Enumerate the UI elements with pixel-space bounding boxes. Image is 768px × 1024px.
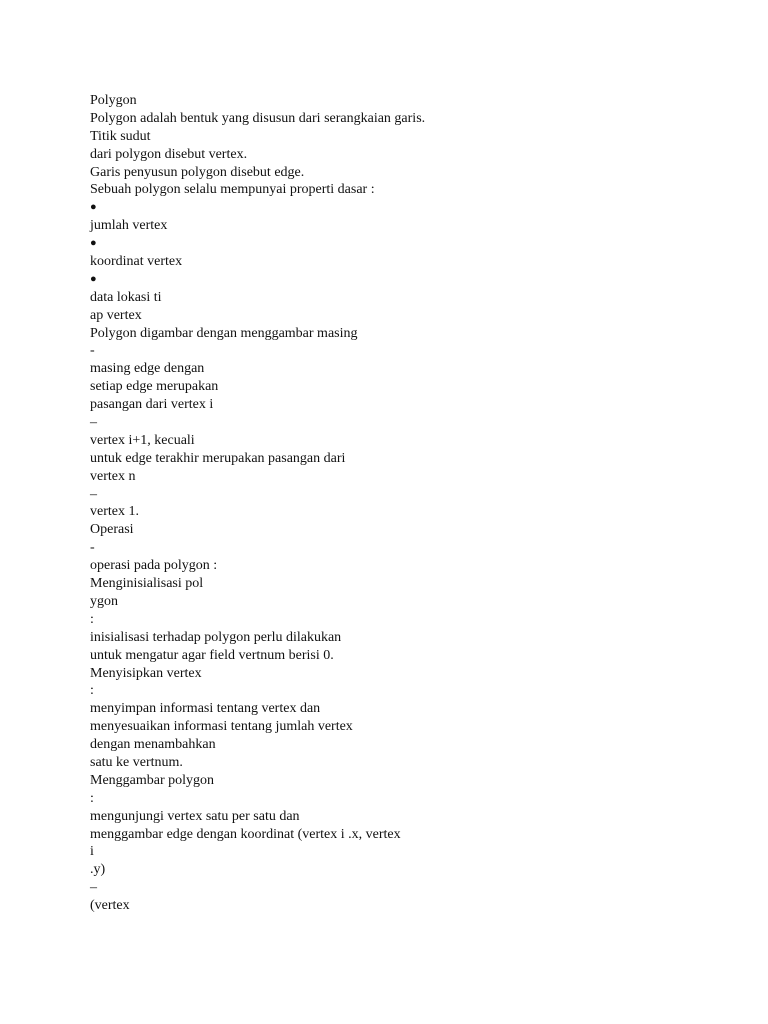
text-line: untuk edge terakhir merupakan pasangan dari bbox=[90, 450, 346, 466]
text-line: mengunjungi vertex satu per satu dan bbox=[90, 808, 300, 824]
text-line: inisialisasi terhadap polygon perlu dilakukan bbox=[90, 629, 342, 645]
document-body bbox=[90, 92, 730, 915]
text-line: masing edge dengan bbox=[90, 361, 205, 377]
text-line: operasi pada polygon : bbox=[90, 558, 218, 574]
text-line: data lokasi ti bbox=[90, 289, 162, 305]
text-line: menggambar edge dengan koordinat (vertex i .x, vertex bbox=[90, 826, 401, 842]
text-line: untuk mengatur agar field vertnum berisi 0. bbox=[90, 647, 334, 663]
text-line: : bbox=[90, 683, 94, 699]
text-line: pasangan dari vertex i bbox=[90, 397, 214, 413]
text-line: menyimpan informasi tentang vertex dan bbox=[90, 701, 321, 717]
text-line: : bbox=[90, 611, 94, 627]
text-line: Garis penyusun polygon disebut edge. bbox=[90, 164, 305, 180]
text-line: satu ke vertnum. bbox=[90, 754, 183, 770]
text-line: (vertex bbox=[90, 898, 130, 914]
text-line: vertex n bbox=[90, 468, 136, 484]
text-line: - bbox=[90, 343, 95, 359]
text-line: ygon bbox=[90, 593, 118, 609]
text-line: – bbox=[90, 415, 97, 431]
text-line: vertex i+1, kecuali bbox=[90, 432, 195, 448]
text-line: Operasi bbox=[90, 522, 134, 538]
text-line: jumlah vertex bbox=[90, 218, 168, 234]
text-line: ap vertex bbox=[90, 307, 142, 323]
text-line: : bbox=[90, 790, 94, 806]
text-line: koordinat vertex bbox=[90, 254, 183, 270]
text-line: vertex 1. bbox=[90, 504, 139, 520]
text-line: menyesuaikan informasi tentang jumlah vertex bbox=[90, 719, 353, 735]
text-line: setiap edge merupakan bbox=[90, 379, 219, 395]
text-line: – bbox=[90, 880, 97, 896]
text-line: - bbox=[90, 540, 95, 556]
text-line: Menggambar polygon bbox=[90, 772, 215, 788]
text-line: Polygon adalah bentuk yang disusun dari serangkaian garis. bbox=[90, 110, 426, 126]
bullet-marker: ● bbox=[90, 201, 97, 214]
text-line: Titik sudut bbox=[90, 128, 151, 144]
text-line: Polygon digambar dengan menggambar masing bbox=[90, 325, 358, 341]
text-line: Menyisipkan vertex bbox=[90, 665, 202, 681]
text-line: Menginisialisasi pol bbox=[90, 576, 204, 592]
text-line: .y) bbox=[90, 862, 106, 878]
text-line: i bbox=[90, 844, 94, 860]
bullet-marker: ● bbox=[90, 237, 97, 250]
text-line: dari polygon disebut vertex. bbox=[90, 146, 248, 162]
text-line: dengan menambahkan bbox=[90, 737, 216, 753]
bullet-marker: ● bbox=[90, 272, 97, 285]
text-line: – bbox=[90, 486, 97, 502]
text-line: Sebuah polygon selalu mempunyai properti dasar : bbox=[90, 182, 375, 198]
text-line: Polygon bbox=[90, 93, 137, 108]
